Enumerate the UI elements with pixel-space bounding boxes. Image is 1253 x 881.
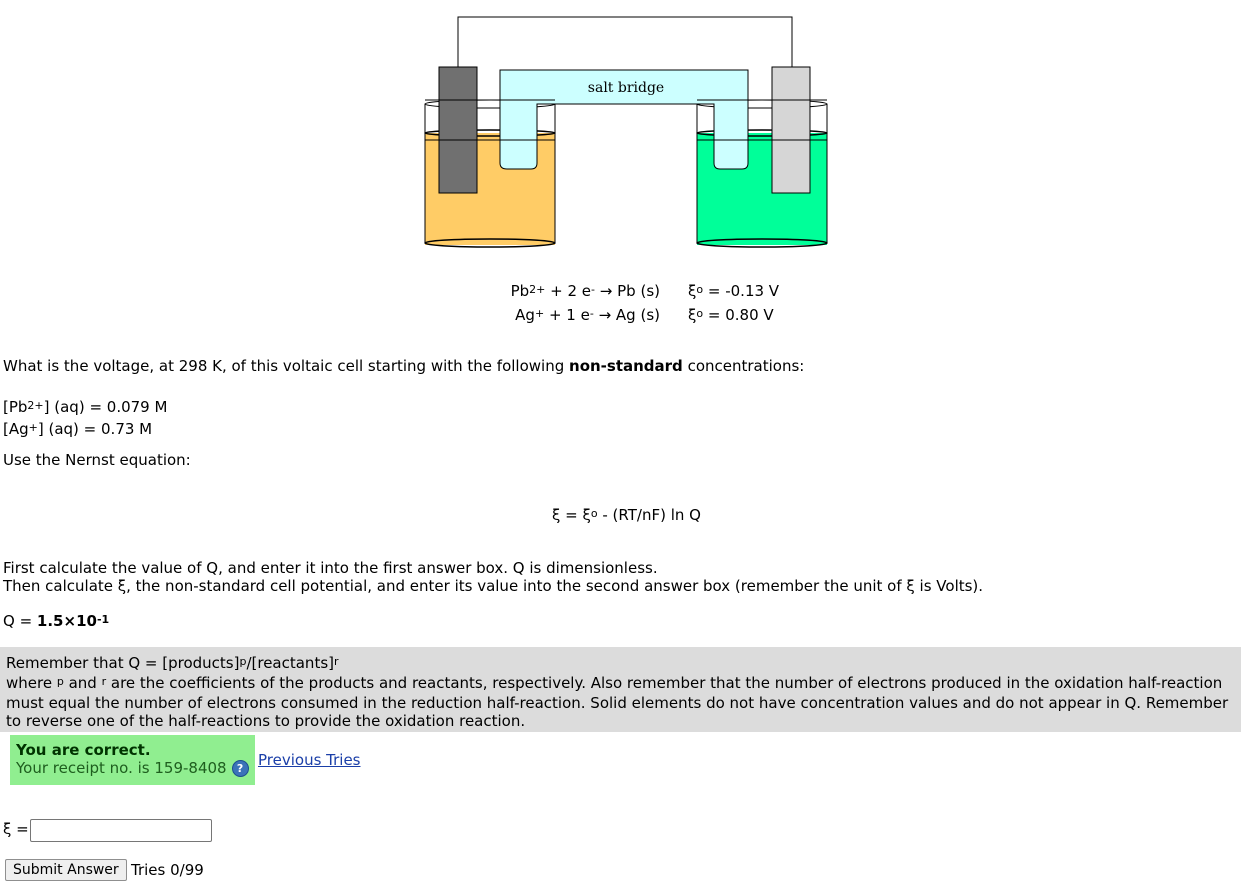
lead-electrode xyxy=(439,67,477,193)
question-text xyxy=(3,357,804,375)
half-reaction-ag xyxy=(488,304,779,328)
correct-title: You are correct. xyxy=(16,741,151,759)
q-answer xyxy=(3,612,109,630)
xi-input[interactable] xyxy=(30,819,212,842)
ag-concentration: [Ag+] (aq) = 0.73 M xyxy=(3,420,153,438)
tries-counter: Tries 0/99 xyxy=(131,861,204,879)
nernst-equation: $\xi = \xi^o - (RT/nF)$ ln Q xyxy=(552,506,701,524)
reaction-pb: $Pb^{2+} + 2$ e- → Pb (s) xyxy=(510,282,660,300)
half-reaction-pb xyxy=(488,280,779,304)
half-reactions xyxy=(488,280,779,328)
nernst-intro: Use the Nernst equation: xyxy=(3,451,191,469)
instructions xyxy=(3,559,983,595)
q-label: Q = xyxy=(3,612,37,630)
salt-bridge-label: salt bridge xyxy=(587,80,665,96)
question-before: What is the voltage, at 298 K, of this voltaic cell starting with the following xyxy=(3,357,570,375)
instruction-2: Then calculate ξ, the non-standard cell potential, and enter its value into the second answer box (remember the unit of ξ is Volts). xyxy=(3,577,984,595)
xi-label: ξ = xyxy=(3,820,29,838)
instruction-1: First calculate the value of Q, and enter it into the first answer box. Q is dimensionless. xyxy=(3,559,658,577)
pb-concentration: $[Pb^{2+}] (aq) = 0.079$ M xyxy=(3,398,168,416)
silver-electrode xyxy=(772,67,810,193)
receipt-text: Your receipt no. is 159-8408 xyxy=(16,759,227,777)
previous-tries-link[interactable]: Previous Tries xyxy=(258,751,361,769)
voltaic-cell-diagram xyxy=(0,0,1253,260)
question-bold: non-standard xyxy=(569,357,683,375)
hint-line-1: Remember that Q = [products]$^p$/[reactants]$^r$ xyxy=(6,654,339,672)
correct-feedback xyxy=(10,735,255,785)
reaction-ag: Ag+ + 1 e- → Ag (s) xyxy=(515,306,660,324)
potential-ag: $\xi^o = 0.80$ V xyxy=(688,306,774,324)
question-after: concentrations: xyxy=(682,357,805,375)
hint-box xyxy=(0,647,1241,732)
hint-line-2: where $^p$ and $^r$ are the coefficients of the products and reactants, respectively. Also remember that the number of electrons produced in the oxidation half-reaction must equal the number of electrons consumed in the reduction half-reaction. Solid elements do not have concentration values and do not appear in Q. Remember to reverse one of the half-reactions to provide the oxidation reaction. xyxy=(6,674,1229,730)
q-value: $1.5\times 10^{-1}$ xyxy=(36,612,110,630)
help-icon[interactable]: ? xyxy=(232,760,249,777)
submit-answer-button[interactable]: Submit Answer xyxy=(5,859,127,881)
external-wire xyxy=(458,17,792,68)
concentrations xyxy=(3,397,167,441)
receipt xyxy=(16,759,249,777)
potential-pb: $\xi^o = -0.13$ V xyxy=(688,282,780,300)
